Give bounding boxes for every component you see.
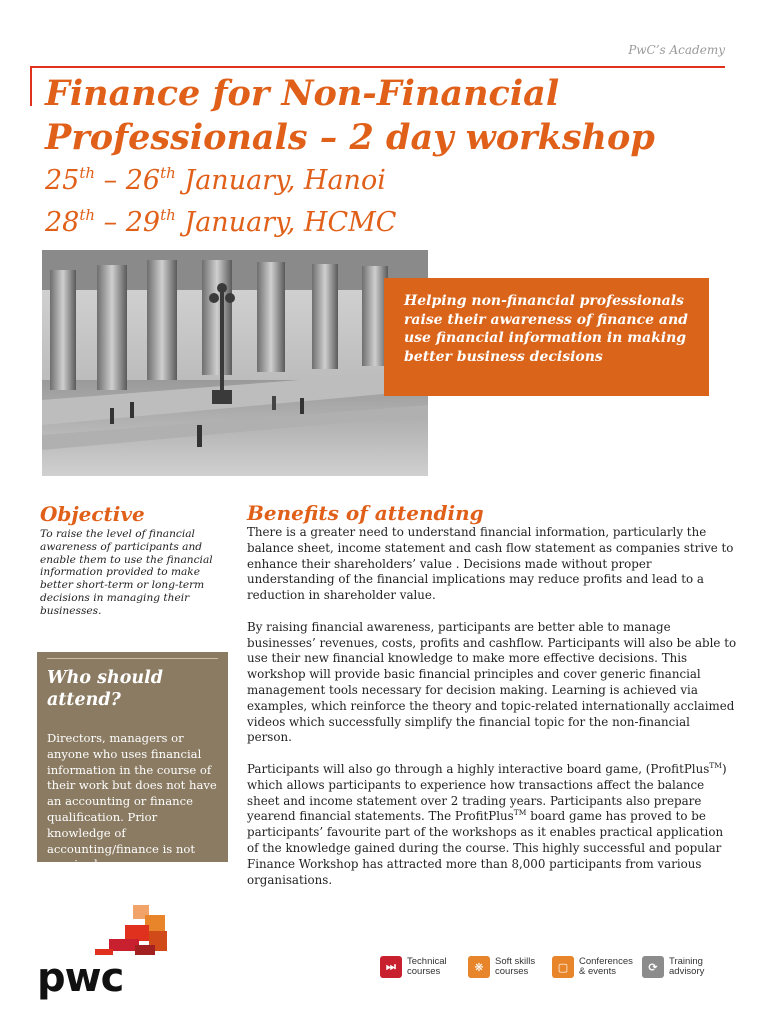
category-label: Technical courses [407, 956, 447, 977]
header-rule-left [30, 66, 32, 106]
building-photo [42, 250, 428, 476]
benefits-paragraph-3: Participants will also go through a highly interactive board game, (ProfitPlus™) which allows participants to experience how transactions affect the balance sheet and income statement over 2 trading years. Participants also prepare yearend financial statements. The ProfitPlus™ board game has proved to be participants’ favourite part of the workshops as it enables practical application of the knowledge gained during the course. This highly successful and popular Finance Workshop has attracted more than 8,000 participants from various organisations. [247, 761, 727, 887]
category-label: Training advisory [669, 956, 705, 977]
frame-icon: ▢ [552, 956, 574, 978]
objective-text: To raise the level of financial awareness of participants and enable them to use the financial information provided to make better short-term or long-term decisions in managing their businesses. [40, 528, 213, 617]
academy-label: PwC’s Academy [628, 43, 725, 57]
workshop-dates [45, 160, 396, 244]
cycle-icon: ⟳ [642, 956, 664, 978]
objective-heading: Objective [40, 502, 145, 526]
who-should-attend-box [37, 652, 228, 872]
who-rule [47, 658, 218, 659]
benefits-heading: Benefits of attending [247, 501, 484, 525]
category-label: Soft skills courses [495, 956, 536, 977]
who-text: Directors, managers or anyone who uses financial information in the course of their work but does not have an accounting or finance qualification. Prior knowledge of accounting/finance is not required. [47, 731, 217, 872]
category-conferences [552, 952, 639, 982]
category-technical [380, 952, 467, 982]
benefits-paragraph-1: There is a greater need to understand financial information, particularly the balance sheet, income statement and cash flow statement as companies strive to enhance their shareholders’ value . Decisions made without proper understanding of the financial implications may reduce profits and lead to a reduction in shareholder value. [247, 525, 734, 603]
course-category-icons [380, 952, 740, 982]
category-label: Conferences & events [579, 956, 633, 977]
benefits-paragraph-2: By raising financial awareness, participants are better able to manage businesses’ revenues, costs, profits and cashflow. Participants will also be able to use their new financial knowledge to make more effective decisions. This workshop will provide basic financial principles and cover generic financial management tools necessary for decision making. Learning is achieved via examples, which reinforce the theory and topic-related internationally acclaimed videos which successfully simplify the financial topic for the non-financial person. [247, 619, 737, 745]
pwc-logo-mark [95, 905, 175, 960]
benefits-body [247, 525, 737, 904]
pwc-logo: pwc [37, 955, 124, 1001]
promo-text: Helping non-financial professionals raise their awareness of finance and use financial information in making better business decisions [404, 293, 688, 365]
title-line-2: Professionals – 2 day workshop [45, 117, 655, 158]
category-training-advisory [642, 952, 729, 982]
category-soft-skills [468, 952, 555, 982]
who-heading: Who should attend? [47, 668, 163, 710]
page-title [45, 72, 745, 160]
title-line-1: Finance for Non-Financial [45, 73, 560, 114]
date-hcmc: 28th – 29th January, HCMC [45, 206, 397, 238]
date-hanoi: 25th – 26th January, Hanoi [45, 164, 386, 196]
sun-icon: ❋ [468, 956, 490, 978]
promo-callout [384, 278, 709, 396]
header-rule [30, 66, 725, 68]
fast-forward-icon: ⏭ [380, 956, 402, 978]
